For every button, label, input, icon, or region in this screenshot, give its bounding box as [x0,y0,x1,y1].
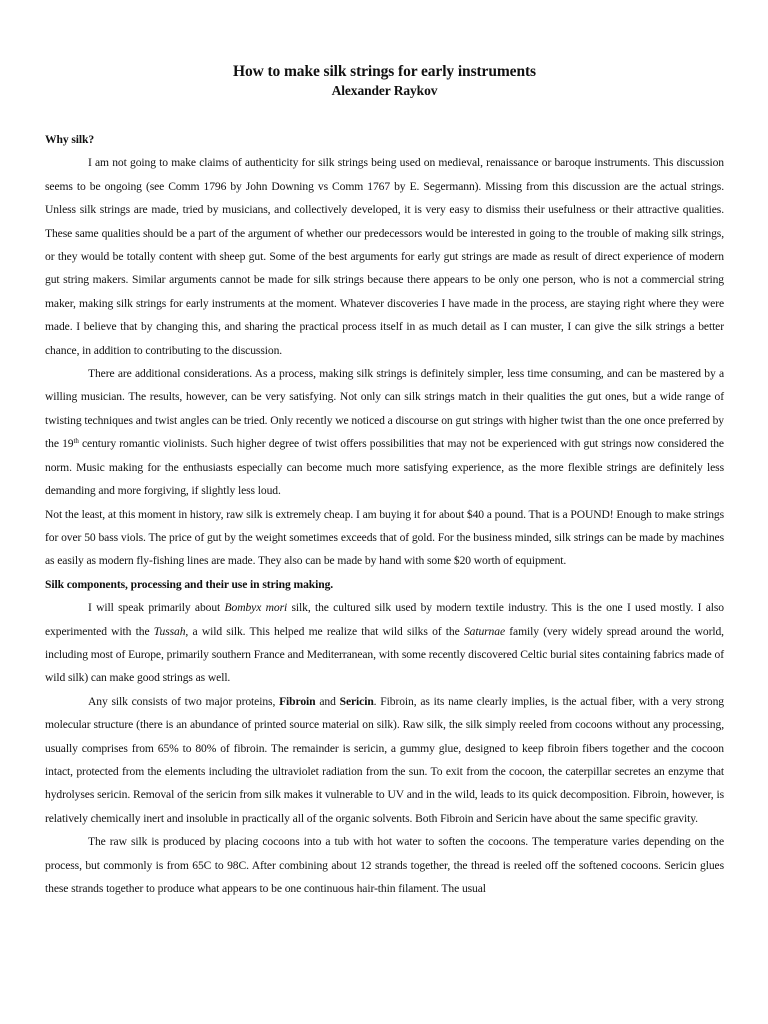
paragraph-text: and [315,694,340,708]
paragraph: Not the least, at this moment in history, raw silk is extremely cheap. I am buying it for about $40 a pound. That is a POUND! Enough to make strings for over 50 bass viols. The price of gut by the weight sometimes exceeds that of gold. For the business minded, silk strings can be made by machines as easily as modern fly-fishing lines are made. They also can be made by hand with some $20 worth of equipment. [45,507,724,568]
paragraph [45,690,724,830]
paragraph [45,362,724,502]
paragraph-text: silk, the cultured silk used by modern textile industry. This is the one I used mostly. I also experimented with the [45,601,724,638]
paragraph-text: , a wild silk. This helped me realize that wild silks of the [185,624,464,638]
superscript-text: th [73,437,79,446]
paragraph-text: family (very widely spread around the world, including most of Europe, primarily southern France and Mediterranean, with some recently discovered Celtic burial sites containing fabrics made of wild silk) can make good strings as well. [45,624,724,685]
section-heading-why-silk: Why silk? [45,133,95,146]
paragraph [45,596,724,690]
paragraph-text: I will speak primarily about [88,601,225,615]
paragraph-text: century romantic violinists. Such higher degree of twist offers possibilities that may not be experienced with gut strings now considered the norm. Music making for the enthusiasts especially can become much more satisfying experience, as the more flexible strings are definitely less demanding and more forgiving, if slightly less loud. [45,437,724,498]
bold-term: Fibroin [279,694,316,708]
paragraph-text: . Fibroin, as its name clearly implies, is the actual fiber, with a very strong molecular structure (there is an abundance of printed source material on silk). Raw silk, the silk simply reeled from cocoons without any processing, usually comprises from 65% to 80% of fibroin. The remainder is sericin, a gummy glue, designed to keep fibroin fibers together and the cocoon intact, protected from the elements including the ultraviolet radiation from the sun. To exit from the cocoon, the caterpillar secretes an enzyme that hydrolyses sericin. Removal of the sericin from silk makes it vulnerable to UV and in the wild, leads to its quick decomposition. Fibroin, however, is relatively chemically inert and insoluble in practically all of the organic solvents. Both Fibroin and Sericin have about the same specific gravity. [45,694,724,825]
paragraph-text: There are additional considerations. As a process, making silk strings is definitely simpler, less time consuming, and can be mastered by a willing musician. The results, however, can be very satisfying. Not only can silk strings match in their qualities the gut ones, but a wide range of twisting techniques and twist angles can be tried. Only recently we noticed a discourse on gut strings with higher twist than the one once preferred by the 19 [45,367,724,451]
bold-term: Sericin [339,694,374,708]
italic-term: Saturnae [463,624,506,638]
paragraph-text: Any silk consists of two major proteins, [88,694,280,708]
document-author: Alexander Raykov [331,83,438,98]
document-title: How to make silk strings for early instruments [233,63,536,80]
italic-term: Tussah [153,624,186,638]
paragraph: I am not going to make claims of authenticity for silk strings being used on medieval, renaissance or baroque instruments. This discussion seems to be ongoing (see Comm 1796 by John Downing vs Comm 1767 by E. Segermann). Missing from this discussion are the actual strings. Unless silk strings are made, tried by musicians, and collectively developed, it is very easy to dismiss their usefulness or their attractive qualities. These same qualities should be a part of the argument of whether our predecessors would be interested in going to the trouble of making silk strings, or they would be totally content with sheep gut. Some of the best arguments for early gut strings are made as result of direct experience of modern gut string makers. Similar arguments cannot be made for silk strings because there appears to be only one person, who is not a commercial string maker, making silk strings for early instruments at the moment. Whatever discoveries I have made in the process, are staying right where they were made. I believe that by changing this, and sharing the practical process itself in as much detail as I can muster, I can give the silk strings a better chance, in addition to contributing to the discussion. [45,156,724,357]
section-heading-silk-components: Silk components, processing and their use in string making. [45,577,334,591]
italic-term: Bombyx mori [224,601,288,615]
paragraph: The raw silk is produced by placing cocoons into a tub with hot water to soften the cocoons. The temperature varies depending on the process, but commonly is from 65C to 98C. After combining about 12 strands together, the thread is reeled off the softened cocoons. Sericin glues these strands together to produce what appears to be one continuous hair-thin filament. The usual [45,835,724,895]
